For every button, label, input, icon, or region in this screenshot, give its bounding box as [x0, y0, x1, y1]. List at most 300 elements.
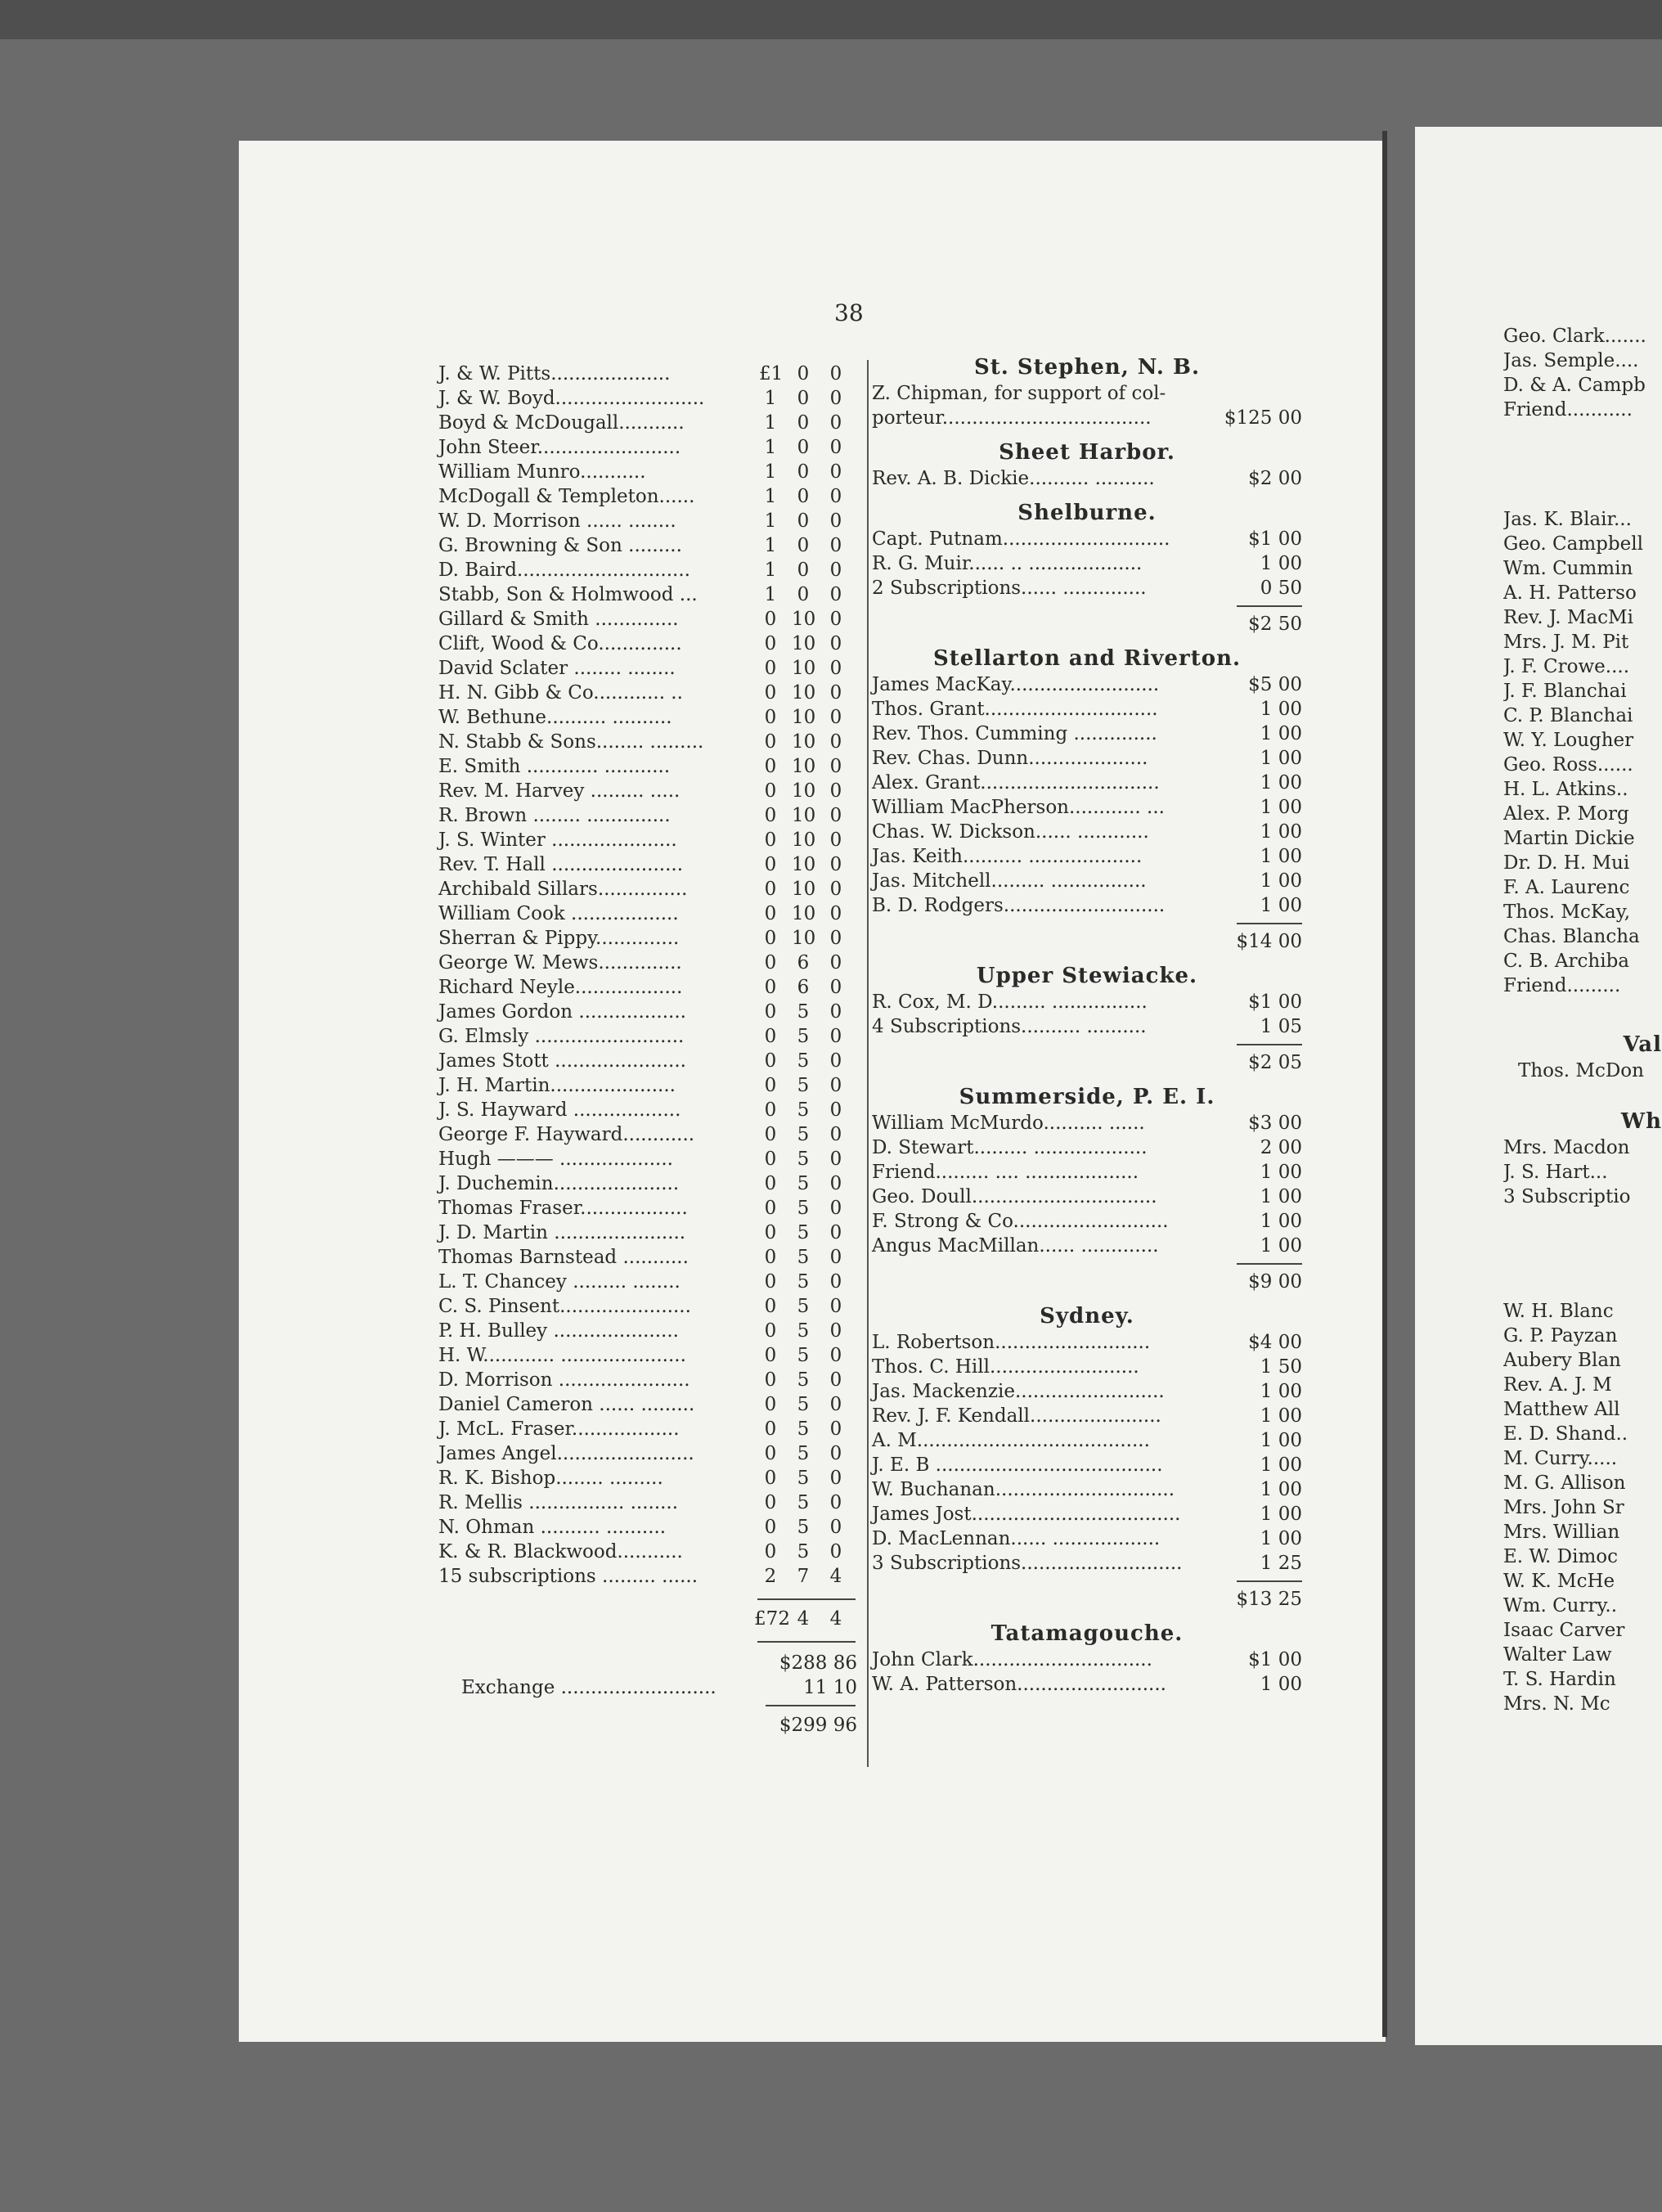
amount-pounds: 0 [764, 1222, 777, 1243]
total-shillings: 4 [797, 1608, 810, 1630]
amount-pence: 0 [829, 1075, 842, 1096]
section-total-row [872, 1587, 1302, 1612]
amount-pence: 0 [829, 412, 842, 434]
list-item [438, 1294, 864, 1319]
list-item: Geo. Ross...... [1503, 754, 1633, 776]
list-item [438, 951, 864, 975]
amount-pounds: 0 [764, 1026, 777, 1047]
amount: 1 05 [1260, 1016, 1302, 1037]
section-heading: Upper Stewiacke. [976, 964, 1198, 988]
contributor-name: J. S. Hayward .................. [438, 1099, 681, 1121]
contributor-name: W. A. Patterson......................... [872, 1674, 1166, 1695]
list-item: W. K. McHe [1503, 1571, 1615, 1592]
contributor-name: J. E. B ...................................... [872, 1454, 1163, 1476]
list-item: Geo. Campbell [1503, 533, 1643, 555]
list-item: T. S. Hardin [1503, 1669, 1616, 1690]
list-item [872, 722, 1302, 746]
amount-pence: 0 [829, 1050, 842, 1072]
list-item [872, 1135, 1302, 1160]
amount-shillings: 10 [792, 731, 816, 753]
amount-shillings: 0 [797, 535, 810, 556]
amount-pounds: 1 [764, 461, 777, 483]
list-item: Aubery Blan [1503, 1350, 1621, 1371]
contributor-name: 2 Subscriptions...... .............. [872, 578, 1147, 599]
scanner-background-top [0, 0, 1662, 39]
list-item [438, 1441, 864, 1466]
amount-pence: 0 [829, 1394, 842, 1415]
contributor-name: Rev. J. F. Kendall...................... [872, 1405, 1161, 1427]
amount-pounds: 0 [764, 1001, 777, 1023]
amount-pounds: 0 [764, 1247, 777, 1268]
list-item: Mrs. N. Mc [1503, 1693, 1610, 1715]
list-item [872, 1330, 1302, 1355]
contributor-name: William Cook .................. [438, 903, 679, 924]
list-item [872, 1185, 1302, 1209]
total-rule [757, 1598, 856, 1600]
list-item [872, 1502, 1302, 1526]
amount-shillings: 5 [797, 1418, 810, 1440]
list-item [872, 844, 1302, 869]
contributor-name: John Clark.............................. [872, 1649, 1152, 1670]
list-item [438, 705, 864, 730]
list-item [438, 754, 864, 779]
amount-pence: 0 [829, 388, 842, 409]
contributor-name: Rev. Thos. Cumming .............. [872, 723, 1157, 744]
grand-total-row [438, 1713, 864, 1738]
contributor-name: Jas. Mitchell......... ................ [872, 870, 1147, 892]
contributor-name: Archibald Sillars............... [438, 879, 688, 900]
amount: 1 25 [1260, 1553, 1302, 1574]
amount-shillings: 5 [797, 1247, 810, 1268]
contributor-name: G. Elmsly ......................... [438, 1026, 685, 1047]
contributor-name: 15 subscriptions ......... ...... [438, 1566, 698, 1587]
contributor-name: Rev. T. Hall ...................... [438, 854, 684, 875]
contributor-name: J. Duchemin..................... [438, 1173, 680, 1194]
amount-pence: 0 [829, 731, 842, 753]
contributor-name: J. & W. Boyd......................... [438, 388, 705, 409]
amount: 1 00 [1260, 553, 1302, 574]
amount: 1 00 [1260, 870, 1302, 892]
amount: 1 00 [1260, 699, 1302, 720]
amount-pence: 0 [829, 756, 842, 777]
amount-shillings: 0 [797, 388, 810, 409]
amount-pence: 0 [829, 830, 842, 851]
amount-pence: 0 [829, 805, 842, 826]
amount-shillings: 5 [797, 1369, 810, 1391]
amount: 1 50 [1260, 1356, 1302, 1378]
section-heading: St. Stephen, N. B. [973, 355, 1201, 380]
list-item [872, 1234, 1302, 1258]
contributor-name: Thomas Fraser.................. [438, 1198, 688, 1219]
contributor-name: Sherran & Pippy.............. [438, 928, 680, 949]
amount-pence: 0 [829, 1247, 842, 1268]
list-item [438, 484, 864, 509]
amount-pounds: 0 [764, 1369, 777, 1391]
list-item [872, 1355, 1302, 1379]
amount: 1 00 [1260, 1162, 1302, 1183]
contributor-name: 4 Subscriptions.......... .......... [872, 1016, 1147, 1037]
amount-pounds: 1 [764, 412, 777, 434]
list-item [438, 681, 864, 705]
contributor-name: E. Smith ............ ........... [438, 756, 671, 777]
list-item [872, 1672, 1302, 1697]
section-total-row [872, 1050, 1302, 1075]
left-subscription-column [438, 362, 864, 1738]
list-item [872, 406, 1302, 430]
list-item: A. H. Patterso [1503, 582, 1637, 604]
contributor-name: D. MacLennan...... .................. [872, 1528, 1161, 1549]
list-item: E. D. Shand.. [1503, 1423, 1628, 1445]
list-item: Martin Dickie [1503, 828, 1635, 849]
amount-shillings: 10 [792, 854, 816, 875]
dollar-total-row [438, 1651, 864, 1675]
amount-pence: 0 [829, 1271, 842, 1293]
section-total-row [872, 929, 1302, 954]
list-item [872, 381, 1302, 406]
amount-pounds: 0 [764, 1394, 777, 1415]
section-heading: Summerside, P. E. I. [959, 1085, 1215, 1109]
section-total: $2 05 [1248, 1052, 1302, 1073]
list-item [438, 656, 864, 681]
section-total-row [872, 612, 1302, 636]
exchange-label: Exchange .......................... [461, 1677, 716, 1698]
list-item [438, 632, 864, 656]
contributor-name: Thomas Barnstead ........... [438, 1247, 689, 1268]
amount-pounds: 0 [764, 633, 777, 654]
list-item [438, 1122, 864, 1147]
list-item [438, 1049, 864, 1073]
contributor-name: James Stott ...................... [438, 1050, 686, 1072]
list-item [872, 697, 1302, 722]
exchange-row [438, 1675, 864, 1700]
amount-shillings: 5 [797, 1320, 810, 1342]
contributor-name: Hugh ——— ................... [438, 1149, 673, 1170]
contributor-name: L. Robertson.......................... [872, 1332, 1151, 1353]
list-item [438, 362, 864, 386]
list-item: Wm. Curry.. [1503, 1595, 1618, 1616]
list-item [438, 1343, 864, 1368]
amount-pounds: 0 [764, 780, 777, 802]
amount-shillings: 10 [792, 879, 816, 900]
list-item [438, 975, 864, 1000]
amount-pounds: 0 [764, 1124, 777, 1145]
contributor-name: H. W............ ..................... [438, 1345, 686, 1366]
amount-shillings: 10 [792, 682, 816, 704]
amount: 2 00 [1260, 1137, 1302, 1158]
list-item: Friend......... [1503, 975, 1621, 996]
list-item: Geo. Clark....... [1503, 326, 1646, 347]
list-item [872, 771, 1302, 795]
amount-pence: 0 [829, 486, 842, 507]
amount-pounds: 0 [764, 1198, 777, 1219]
amount: 1 00 [1260, 797, 1302, 818]
amount-shillings: 5 [797, 1296, 810, 1317]
amount-pounds: 0 [764, 707, 777, 728]
amount: 1 00 [1260, 895, 1302, 916]
contributor-name: James Angel....................... [438, 1443, 694, 1464]
amount-pounds: 0 [764, 1320, 777, 1342]
amount-pounds: 1 [764, 510, 777, 532]
amount: $2 00 [1248, 468, 1302, 489]
list-item: Mrs. J. M. Pit [1503, 632, 1629, 653]
contributor-name: A. M....................................... [872, 1430, 1150, 1451]
contributor-name: Thos. Grant............................. [872, 699, 1158, 720]
contributor-name: Rev. A. B. Dickie.......... .......... [872, 468, 1155, 489]
amount-shillings: 5 [797, 1075, 810, 1096]
list-item: Isaac Carver [1503, 1620, 1625, 1641]
section-heading: Tatamagouche. [990, 1621, 1184, 1646]
list-item: Dr. D. H. Mui [1503, 852, 1630, 874]
list-item [438, 435, 864, 460]
amount-pounds: £1 [759, 363, 784, 384]
amount-shillings: 7 [797, 1566, 810, 1587]
amount-pence: 0 [829, 1418, 842, 1440]
amount: $5 00 [1248, 674, 1302, 695]
amount-shillings: 0 [797, 584, 810, 605]
total-row [438, 1607, 864, 1631]
contributor-name: Rev. M. Harvey ......... ..... [438, 780, 681, 802]
amount: 1 00 [1260, 772, 1302, 794]
amount-shillings: 0 [797, 363, 810, 384]
list-item: Mrs. Macdon [1503, 1137, 1630, 1158]
list-item: Friend........... [1503, 399, 1633, 420]
list-item [438, 1000, 864, 1024]
amount-pence: 0 [829, 977, 842, 998]
amount-pounds: 0 [764, 854, 777, 875]
amount-shillings: 10 [792, 756, 816, 777]
amount-pounds: 1 [764, 560, 777, 581]
contributor-name: Boyd & McDougall........... [438, 412, 685, 434]
amount-pence: 4 [829, 1566, 842, 1587]
amount: 1 00 [1260, 821, 1302, 843]
list-item [872, 746, 1302, 771]
contributor-name: porteur................................... [872, 407, 1152, 429]
amount: 1 00 [1260, 1381, 1302, 1402]
section-heading: Val [1623, 1032, 1662, 1057]
list-item [438, 411, 864, 435]
amount: $1 00 [1248, 528, 1302, 550]
amount-shillings: 5 [797, 1443, 810, 1464]
amount: $125 00 [1224, 407, 1302, 429]
section-total: $14 00 [1236, 931, 1302, 952]
amount-pence: 0 [829, 584, 842, 605]
dollar-total: $288 86 [779, 1652, 857, 1674]
amount-pounds: 0 [764, 1050, 777, 1072]
list-item [872, 551, 1302, 576]
list-item [872, 869, 1302, 893]
list-item: Mrs. John Sr [1503, 1497, 1624, 1518]
amount-shillings: 5 [797, 1541, 810, 1562]
middle-subscription-column [872, 353, 1302, 1697]
contributor-name: David Sclater ........ ........ [438, 658, 676, 679]
amount-shillings: 6 [797, 977, 810, 998]
amount-pence: 0 [829, 363, 842, 384]
list-item [438, 779, 864, 803]
amount-pounds: 0 [764, 903, 777, 924]
list-item [438, 558, 864, 582]
contributor-name: J. H. Martin..................... [438, 1075, 676, 1096]
amount-pounds: 0 [764, 756, 777, 777]
amount-pounds: 2 [764, 1566, 777, 1587]
list-item [438, 460, 864, 484]
amount-pence: 0 [829, 1320, 842, 1342]
amount-pence: 0 [829, 658, 842, 679]
section-total: $13 25 [1236, 1589, 1302, 1610]
amount-pounds: 0 [764, 1173, 777, 1194]
list-item [438, 852, 864, 877]
list-item [872, 1526, 1302, 1551]
amount: $4 00 [1248, 1332, 1302, 1353]
amount-pence: 0 [829, 1345, 842, 1366]
amount: 1 00 [1260, 1454, 1302, 1476]
amount-pounds: 1 [764, 486, 777, 507]
section-total: $2 50 [1248, 614, 1302, 635]
contributor-name: R. G. Muir...... .. ................... [872, 553, 1143, 574]
contributor-name: H. N. Gibb & Co............ .. [438, 682, 683, 704]
contributor-name: James Jost................................... [872, 1504, 1181, 1525]
amount-pounds: 0 [764, 1099, 777, 1121]
amount-shillings: 5 [797, 1394, 810, 1415]
total-rule [1237, 1044, 1302, 1045]
list-item [438, 386, 864, 411]
list-item [438, 926, 864, 951]
amount-pence: 0 [829, 952, 842, 973]
list-item [872, 1477, 1302, 1502]
list-item: Thos. McDon [1518, 1060, 1644, 1081]
amount-pence: 0 [829, 780, 842, 802]
amount-shillings: 10 [792, 805, 816, 826]
list-item: C. P. Blanchai [1503, 705, 1633, 726]
amount-pounds: 1 [764, 388, 777, 409]
list-item [872, 1014, 1302, 1039]
amount-pence: 0 [829, 1468, 842, 1489]
contributor-name: D. Baird............................. [438, 560, 690, 581]
section-heading: Sydney. [1040, 1304, 1134, 1329]
list-item [438, 607, 864, 632]
list-item [872, 1404, 1302, 1428]
amount: 1 00 [1260, 723, 1302, 744]
contributor-name: R. Mellis ................ ........ [438, 1492, 679, 1513]
list-item: Wm. Cummin [1503, 558, 1633, 579]
contributor-name: D. Stewart......... ................... [872, 1137, 1148, 1158]
amount-shillings: 5 [797, 1124, 810, 1145]
contributor-name: William McMurdo.......... ...... [872, 1113, 1145, 1134]
amount-pence: 0 [829, 633, 842, 654]
contributor-name: John Steer........................ [438, 437, 681, 458]
amount: $1 00 [1248, 1649, 1302, 1670]
amount-pounds: 0 [764, 1418, 777, 1440]
amount-shillings: 10 [792, 609, 816, 630]
amount-pounds: 0 [764, 682, 777, 704]
amount: 1 00 [1260, 1186, 1302, 1207]
amount-shillings: 5 [797, 1492, 810, 1513]
list-item: G. P. Payzan [1503, 1325, 1618, 1347]
list-item [438, 1221, 864, 1245]
amount-pounds: 0 [764, 1492, 777, 1513]
amount: 1 00 [1260, 748, 1302, 769]
amount-shillings: 5 [797, 1099, 810, 1121]
amount-shillings: 10 [792, 928, 816, 949]
amount-shillings: 5 [797, 1271, 810, 1293]
contributor-name: N. Stabb & Sons........ ......... [438, 731, 704, 753]
contributor-name: G. Browning & Son ......... [438, 535, 682, 556]
amount-pence: 0 [829, 1517, 842, 1538]
contributor-name: P. H. Bulley ..................... [438, 1320, 679, 1342]
amount-pounds: 0 [764, 1271, 777, 1293]
amount: 1 00 [1260, 846, 1302, 867]
amount-shillings: 10 [792, 707, 816, 728]
contributor-name: C. S. Pinsent...................... [438, 1296, 691, 1317]
list-item [872, 1209, 1302, 1234]
amount-pence: 0 [829, 437, 842, 458]
contributor-name: J. McL. Fraser.................. [438, 1418, 680, 1440]
amount-pence: 0 [829, 535, 842, 556]
list-item: W. Y. Lougher [1503, 730, 1634, 751]
section-heading: Sheet Harbor. [999, 440, 1175, 465]
list-item [872, 466, 1302, 491]
amount-pence: 0 [829, 1149, 842, 1170]
list-item: Jas. K. Blair... [1503, 509, 1632, 530]
contributor-name: Richard Neyle.................. [438, 977, 683, 998]
list-item [438, 1024, 864, 1049]
list-item: Thos. McKay, [1503, 901, 1631, 923]
amount-pounds: 1 [764, 584, 777, 605]
contributor-name: K. & R. Blackwood........... [438, 1541, 683, 1562]
list-item [872, 1160, 1302, 1185]
contributor-name: D. Morrison ...................... [438, 1369, 690, 1391]
list-item [438, 1147, 864, 1171]
amount-shillings: 5 [797, 1198, 810, 1219]
section-total-row [872, 1270, 1302, 1294]
amount: 0 50 [1260, 578, 1302, 599]
contributor-name: J. S. Winter ..................... [438, 830, 677, 851]
amount-pence: 0 [829, 1001, 842, 1023]
list-item [872, 820, 1302, 844]
list-item [872, 795, 1302, 820]
total-rule [1237, 605, 1302, 607]
contributor-name: Chas. W. Dickson...... ............ [872, 821, 1149, 843]
list-item [872, 1111, 1302, 1135]
contributor-name: J. & W. Pitts.................... [438, 363, 671, 384]
list-item [438, 1171, 864, 1196]
left-column-divider [867, 360, 869, 1767]
list-item: C. B. Archiba [1503, 951, 1630, 972]
amount-pounds: 0 [764, 1468, 777, 1489]
amount-shillings: 10 [792, 633, 816, 654]
contributor-name: Rev. Chas. Dunn.................... [872, 748, 1148, 769]
exchange-amount: 11 10 [803, 1677, 857, 1698]
list-item: J. F. Crowe.... [1503, 656, 1630, 677]
amount: 1 00 [1260, 1430, 1302, 1451]
list-item [438, 730, 864, 754]
contributor-name: William Munro........... [438, 461, 646, 483]
amount: $3 00 [1248, 1113, 1302, 1134]
amount-pence: 0 [829, 879, 842, 900]
amount-pence: 0 [829, 1296, 842, 1317]
amount-pounds: 0 [764, 952, 777, 973]
amount-pounds: 0 [764, 658, 777, 679]
list-item [438, 828, 864, 852]
amount-pounds: 0 [764, 731, 777, 753]
amount-shillings: 6 [797, 952, 810, 973]
amount-pence: 0 [829, 903, 842, 924]
contributor-name: L. T. Chancey ......... ........ [438, 1271, 681, 1293]
amount-shillings: 5 [797, 1517, 810, 1538]
list-item: M. G. Allison [1503, 1472, 1626, 1494]
list-item: M. Curry..... [1503, 1448, 1618, 1469]
list-item [438, 1392, 864, 1417]
contributor-name: James MacKay......................... [872, 674, 1160, 695]
